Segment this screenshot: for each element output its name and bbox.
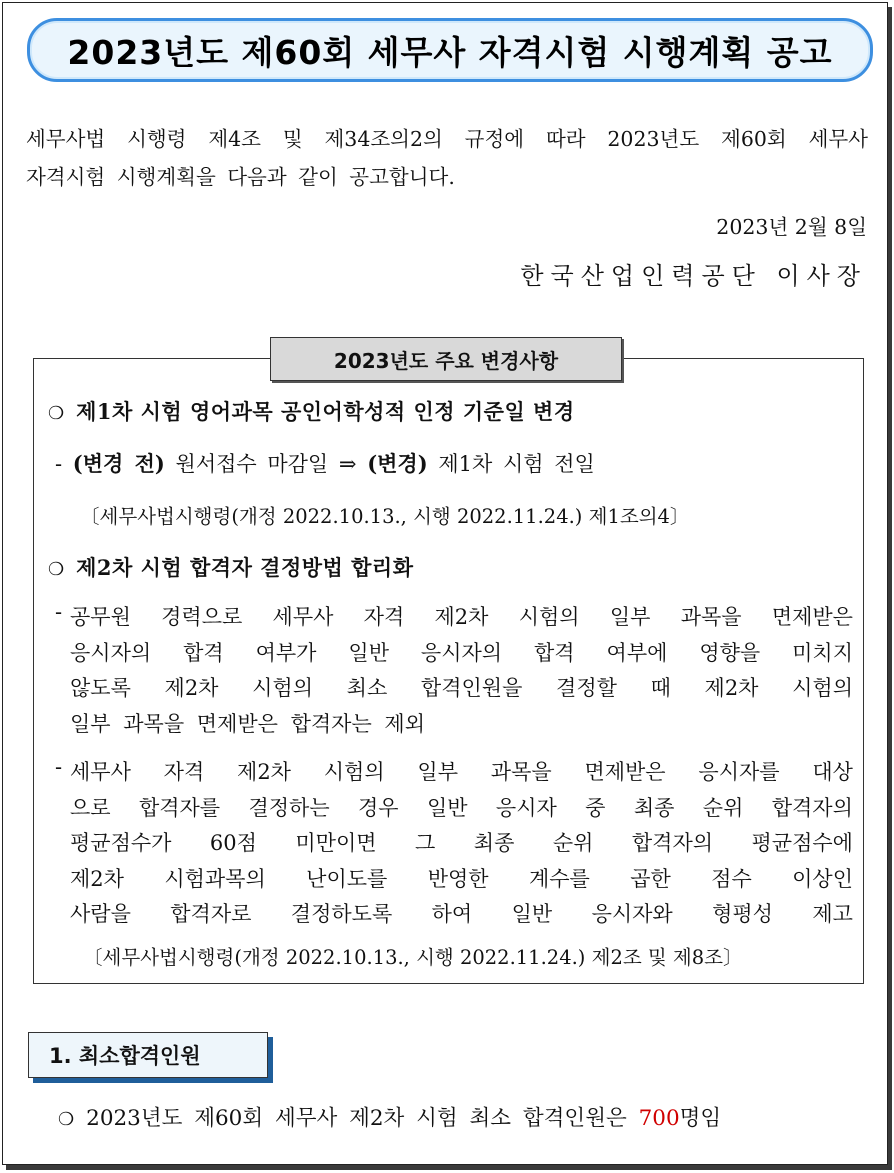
paragraph-line	[70, 600, 853, 636]
word: 규정에	[464, 127, 525, 151]
word: 일반	[426, 795, 468, 820]
intro-paragraph	[26, 120, 868, 196]
changes-header-label: 2023년도 주요 변경사항	[333, 348, 559, 373]
paragraph-line	[70, 636, 853, 672]
word: 합격자의	[631, 831, 714, 855]
dash-marker: -	[55, 755, 63, 779]
word: 여부에	[606, 640, 668, 665]
paragraph-line	[70, 826, 853, 862]
word: 합격자로	[170, 902, 252, 926]
word: 및	[282, 127, 303, 151]
intro-line-2: 자격시험 시행계획을 다음과 같이 공고합니다.	[26, 165, 455, 189]
word: 합격자를	[138, 795, 221, 820]
word: 시험의	[252, 676, 313, 700]
word: 최소	[346, 676, 388, 700]
changes-header	[270, 337, 622, 381]
word: 세무사	[70, 760, 131, 784]
word: 결정하도록	[290, 902, 393, 926]
word: 과목을	[490, 760, 552, 784]
word: 이상인	[792, 866, 853, 891]
word: 반영한	[427, 866, 489, 891]
section-1-text: ❍ 2023년도 제60회 세무사 제2차 시험 최소 합격인원은 700명임	[58, 1106, 722, 1131]
word: 평균점수에	[751, 831, 853, 855]
word: 하여	[431, 902, 473, 926]
word: 일부	[417, 760, 458, 784]
word: 미만이면	[295, 831, 377, 855]
word: 그	[415, 831, 436, 855]
word: 자격	[363, 605, 405, 629]
word: 제2차	[237, 760, 291, 784]
word: 제4조	[208, 127, 261, 151]
word: 응시자와	[591, 902, 673, 926]
word: 시험과목의	[164, 866, 266, 891]
word: 일반	[348, 640, 389, 665]
circle-bullet-icon: ❍	[48, 403, 65, 424]
word: 않도록	[70, 676, 131, 700]
word: 제2차	[704, 676, 759, 700]
word: 2023년도	[607, 127, 700, 151]
announcement-date: 2023년 2월 8일	[716, 215, 867, 239]
section-1-heading-box	[28, 1032, 268, 1078]
word: 제34조의2의	[324, 127, 443, 151]
word: 형평성	[712, 902, 773, 926]
word: 제2차	[434, 605, 489, 629]
word: 응시자의	[70, 640, 152, 665]
word: 시험의	[792, 676, 853, 700]
word: 경우	[358, 795, 399, 820]
word: 합격	[183, 640, 224, 665]
word: 최종	[473, 831, 515, 855]
change-item-1-reference: 〔세무사법시행령(개정 2022.10.13., 시행 2022.11.24.) 제1조의4〕	[80, 505, 690, 528]
word: 결정하는	[248, 795, 330, 820]
change-item-1-detail: - (변경 전) 원서접수 마감일 ⇒ (변경) 제1차 시험 전일	[55, 451, 595, 476]
word: 순위	[552, 831, 594, 855]
word: 으로	[70, 795, 111, 820]
word: 때	[650, 676, 671, 700]
word: 계수를	[528, 866, 590, 891]
intro-line-1	[26, 120, 868, 158]
change-item-2-reference: 〔세무사법시행령(개정 2022.10.13., 시행 2022.11.24.) 제2조 및 제8조〕	[83, 946, 743, 969]
word: 점수	[711, 866, 752, 891]
word: 합격인원을	[420, 676, 523, 700]
change-item-1-heading: ❍ 제1차 시험 영어과목 공인어학성적 인정 기준일 변경	[48, 399, 575, 424]
word: 영향을	[699, 640, 761, 665]
word: 여부가	[255, 640, 317, 665]
word: 일부	[609, 605, 651, 629]
paragraph-line	[70, 707, 853, 743]
word: 제2차	[164, 676, 219, 700]
word: 따라	[545, 127, 586, 151]
paragraph-line	[70, 791, 853, 827]
word: 중	[585, 795, 606, 820]
word: 곱한	[630, 866, 671, 891]
word: 과목을	[680, 605, 742, 629]
change-item-2-paragraph-2	[70, 755, 853, 933]
circle-bullet-icon: ❍	[48, 559, 65, 580]
word: 세무사법	[26, 127, 106, 151]
word: 일반	[511, 902, 553, 926]
word: 경력으로	[161, 605, 243, 629]
word: 시행령	[127, 127, 187, 151]
word: 사람을	[70, 902, 131, 926]
minimum-pass-count: 700	[638, 1106, 680, 1131]
word: 면제받은	[584, 760, 666, 784]
word: 공무원	[70, 605, 131, 629]
change-item-2-paragraph-1	[70, 600, 853, 742]
word: 일부 과목을 면제받은 합격자는 제외	[70, 711, 425, 736]
title-banner	[27, 18, 873, 82]
paragraph-line	[70, 897, 853, 933]
word: 합격자의	[771, 795, 853, 820]
word: 면제받은	[771, 605, 853, 629]
word: 최종	[633, 795, 675, 820]
word: 세무사	[272, 605, 334, 629]
word: 순위	[702, 795, 744, 820]
word: 시험의	[323, 760, 385, 784]
word: 결정할	[556, 676, 617, 700]
arrow-icon: ⇒	[338, 452, 357, 476]
section-1-title: 1. 최소합격인원	[49, 1044, 201, 1068]
word: 60점	[209, 831, 257, 855]
word: 세무사	[808, 127, 868, 151]
word: 대상	[812, 760, 853, 784]
word: 시험의	[518, 605, 580, 629]
word: 난이도를	[306, 866, 388, 891]
word: 응시자를	[698, 760, 780, 784]
word: 자격	[163, 760, 205, 784]
word: 평균점수가	[70, 831, 172, 855]
word: 합격	[534, 640, 575, 665]
paragraph-line	[70, 755, 853, 791]
dash-marker: -	[55, 600, 63, 624]
change-item-2-heading: ❍ 제2차 시험 합격자 결정방법 합리화	[48, 555, 414, 580]
paragraph-line	[70, 862, 853, 898]
page-title: 2023년도 제60회 세무사 자격시험 시행계획 공고	[67, 32, 833, 72]
paragraph-line	[70, 671, 853, 707]
word: 제고	[812, 902, 853, 926]
word: 제60회	[721, 127, 787, 151]
word: 제2차	[70, 866, 124, 891]
issuer-name: 한국산업인력공단 이사장	[520, 262, 867, 290]
word: 응시자의	[420, 640, 503, 665]
word: 미치지	[792, 640, 853, 665]
word: 응시자	[495, 795, 557, 820]
circle-bullet-icon: ❍	[58, 1109, 75, 1130]
